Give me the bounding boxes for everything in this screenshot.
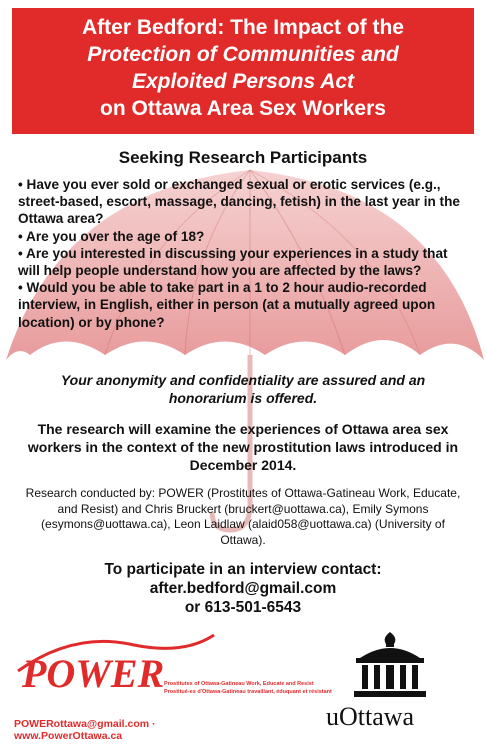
power-tagline-1: Prostitutes of Ottawa-Gatineau Work, Educate and Resist [164,681,314,687]
contact-block [20,560,466,617]
title-line-1: After Bedford: The Impact of the [81,16,404,39]
anonymity-statement: Your anonymity and confidentiality are assured and an honorarium is offered. [60,372,426,406]
title-line-4: on Ottawa Area Sex Workers [100,97,386,120]
contact-prompt: To participate in an interview contact: [104,561,382,578]
power-tagline-2: Prostitué-es d'Ottawa-Gatineau travaillant, éduquant et résistant [164,689,332,695]
list-item: • Are you over the age of 18? [18,228,205,244]
research-description: The research will examine the experiences of Ottawa area sex workers in the context of the new prostitution laws introduced in December 2014. [27,421,459,473]
list-item: • Would you be able to take part in a 1 to 2 hour audio-recorded interview, in English, either in person (at a mutually agreed upon location) or by phone? [18,280,436,330]
researchers-credit: Research conducted by: POWER (Prostitutes of Ottawa-Gatineau Work, Educate, and Resist) and Chris Bruckert (bruckert@uottawa.ca), Emily Symons (esymons@uottawa.ca), Leon Laidlaw (alaid058@uottawa.ca) (University of Ottawa). [25,486,461,547]
eligibility-list [18,176,470,331]
uottawa-building-icon [334,628,446,703]
title-line-2: Protection of Communities and [87,43,399,66]
list-item: • Are you interested in discussing your experiences in a study that will help people understand how you are affected by the laws? [18,245,448,279]
power-wordmark: POWER [22,651,165,696]
title-banner [12,8,474,134]
uottawa-wordmark: uOttawa [326,702,415,731]
section-heading: Seeking Research Participants [118,148,368,167]
power-contact-links[interactable]: POWERottawa@gmail.com · www.PowerOttawa.ca [14,718,156,742]
title-line-3: Exploited Persons Act [131,70,355,93]
list-item: • Have you ever sold or exchanged sexual or erotic services (e.g., street-based, escort, massage, dancing, fetish) in the last year in the Ottawa area? [18,177,460,227]
contact-phone[interactable]: or 613-501-6543 [184,599,302,616]
power-logo [14,625,332,713]
contact-email[interactable]: after.bedford@gmail.com [149,580,337,597]
